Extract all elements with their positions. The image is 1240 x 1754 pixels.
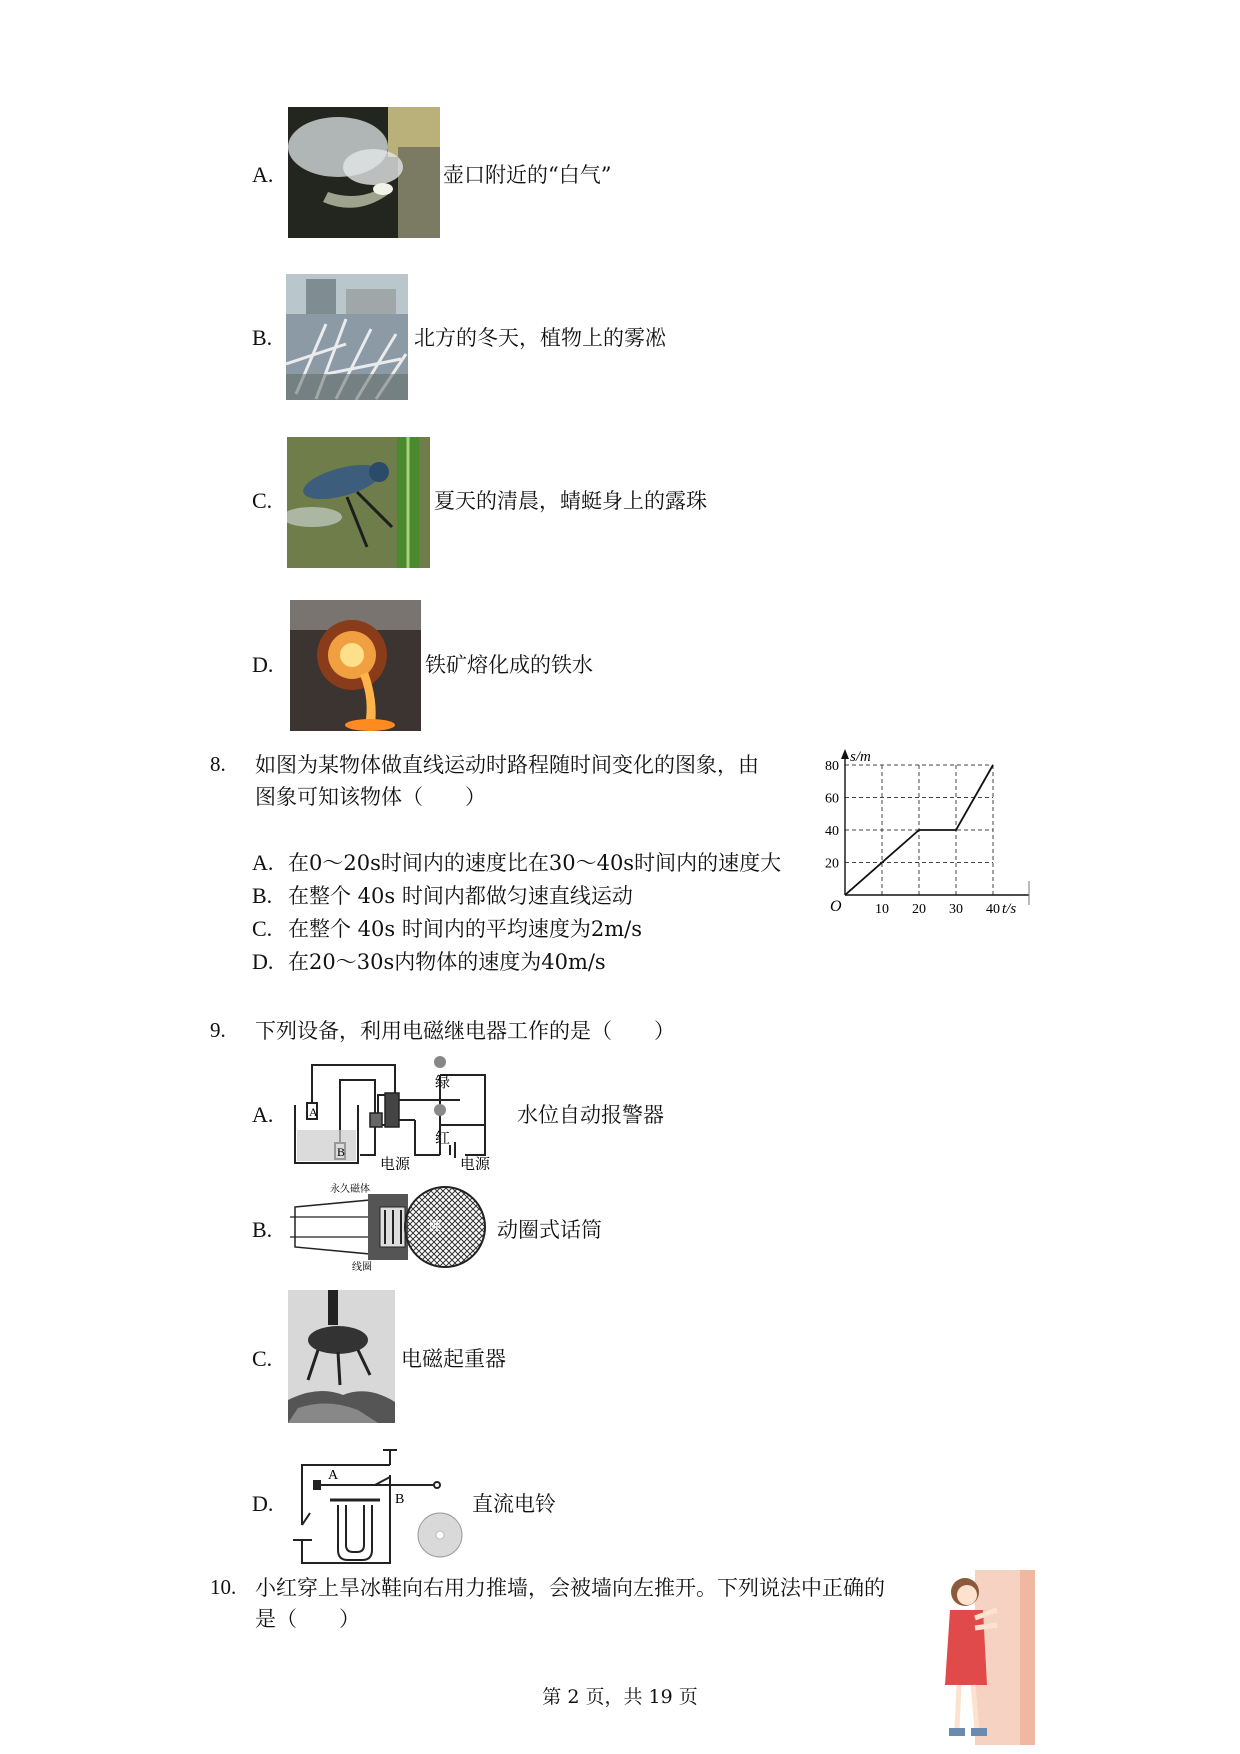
option-label: A. bbox=[252, 162, 274, 187]
s-t-chart bbox=[815, 745, 1035, 920]
option-text: 壶口附近的“白气” bbox=[443, 163, 612, 187]
option-label: C. bbox=[252, 916, 273, 941]
page-footer: 第 2 页，共 19 页 bbox=[542, 1686, 698, 1708]
option-label: A. bbox=[252, 850, 274, 875]
green-lamp-label: 绿 bbox=[435, 1075, 451, 1091]
electrode-a-label: A bbox=[309, 1105, 318, 1119]
x-tick-label: 40 bbox=[986, 902, 1000, 917]
option-text: 在整个 40s 时间内的平均速度为2m/s bbox=[288, 917, 642, 941]
molten-iron-photo bbox=[290, 600, 421, 731]
kettle-steam-photo bbox=[288, 107, 440, 238]
magnet-label: 永久磁体 bbox=[330, 1184, 370, 1195]
rime-frost-photo bbox=[286, 274, 408, 400]
electrode-b-label: B bbox=[337, 1145, 346, 1159]
electric-bell-diagram bbox=[290, 1445, 470, 1567]
question-stem: 小红穿上旱冰鞋向右用力推墙，会被墙向左推开。下列说法中正确的 bbox=[255, 1576, 885, 1600]
x-tick-label: 20 bbox=[912, 902, 926, 917]
option-label: B. bbox=[252, 325, 273, 350]
y-tick-label: 20 bbox=[825, 856, 839, 872]
question-number: 9. bbox=[210, 1018, 226, 1042]
y-tick-label: 40 bbox=[825, 824, 839, 839]
option-label: C. bbox=[252, 1346, 273, 1371]
x-tick-label: 10 bbox=[875, 902, 889, 917]
option-label: C. bbox=[252, 488, 273, 513]
red-lamp-label: 红 bbox=[435, 1131, 451, 1147]
contact-b-label: B bbox=[395, 1492, 405, 1507]
chart-ticks bbox=[825, 759, 1000, 917]
option-text: 北方的冬天，植物上的雾凇 bbox=[414, 326, 666, 350]
electromagnetic-crane-photo bbox=[288, 1290, 395, 1423]
option-text: 电磁起重器 bbox=[401, 1347, 506, 1371]
y-tick-label: 60 bbox=[825, 791, 839, 807]
option-label: D. bbox=[252, 652, 274, 677]
option-text: 在整个 40s 时间内都做匀速直线运动 bbox=[288, 884, 633, 908]
y-axis-label: s/m bbox=[850, 749, 871, 765]
contact-a-label: A bbox=[328, 1468, 339, 1483]
coil-label: 线圈 bbox=[352, 1262, 372, 1272]
x-axis-label: t/s bbox=[1002, 901, 1017, 917]
chart-axes bbox=[841, 749, 1029, 905]
y-tick-label: 80 bbox=[825, 759, 839, 774]
option-text: 夏天的清晨，蜻蜓身上的露珠 bbox=[434, 489, 707, 513]
option-text: 动圈式话筒 bbox=[497, 1218, 602, 1242]
question-stem: 图象可知该物体（ ） bbox=[255, 785, 486, 809]
question-number: 10. bbox=[210, 1575, 237, 1599]
option-text: 水位自动报警器 bbox=[517, 1103, 664, 1127]
option-label: B. bbox=[252, 1217, 273, 1242]
membrane-label: 膜 bbox=[429, 1219, 442, 1233]
girl-pushing-wall-illustration bbox=[935, 1570, 1035, 1745]
power-source-label: 电源 bbox=[380, 1157, 411, 1170]
option-text: 铁矿熔化成的铁水 bbox=[425, 653, 593, 677]
option-label: B. bbox=[252, 883, 273, 908]
y-axis-arrow bbox=[841, 749, 849, 759]
option-text: 在20～30s内物体的速度为40m/s bbox=[288, 950, 606, 974]
power-source-label: 电源 bbox=[460, 1157, 491, 1170]
dragonfly-dew-photo bbox=[287, 437, 430, 568]
dynamic-microphone-diagram bbox=[290, 1182, 495, 1272]
x-tick-label: 30 bbox=[949, 902, 963, 917]
question-stem: 如图为某物体做直线运动时路程随时间变化的图象，由 bbox=[255, 753, 759, 777]
option-text: 在0～20s时间内的速度比在30～40s时间内的速度大 bbox=[288, 851, 782, 875]
water-level-alarm-diagram bbox=[290, 1045, 515, 1170]
option-text: 直流电铃 bbox=[472, 1492, 556, 1516]
option-label: A. bbox=[252, 1102, 274, 1127]
question-stem: 下列设备，利用电磁继电器工作的是（ ） bbox=[255, 1019, 675, 1043]
option-label: D. bbox=[252, 949, 274, 974]
option-label: D. bbox=[252, 1491, 274, 1516]
origin-label: O bbox=[830, 898, 842, 915]
question-number: 8. bbox=[210, 752, 226, 776]
question-stem: 是（ ） bbox=[255, 1607, 360, 1631]
